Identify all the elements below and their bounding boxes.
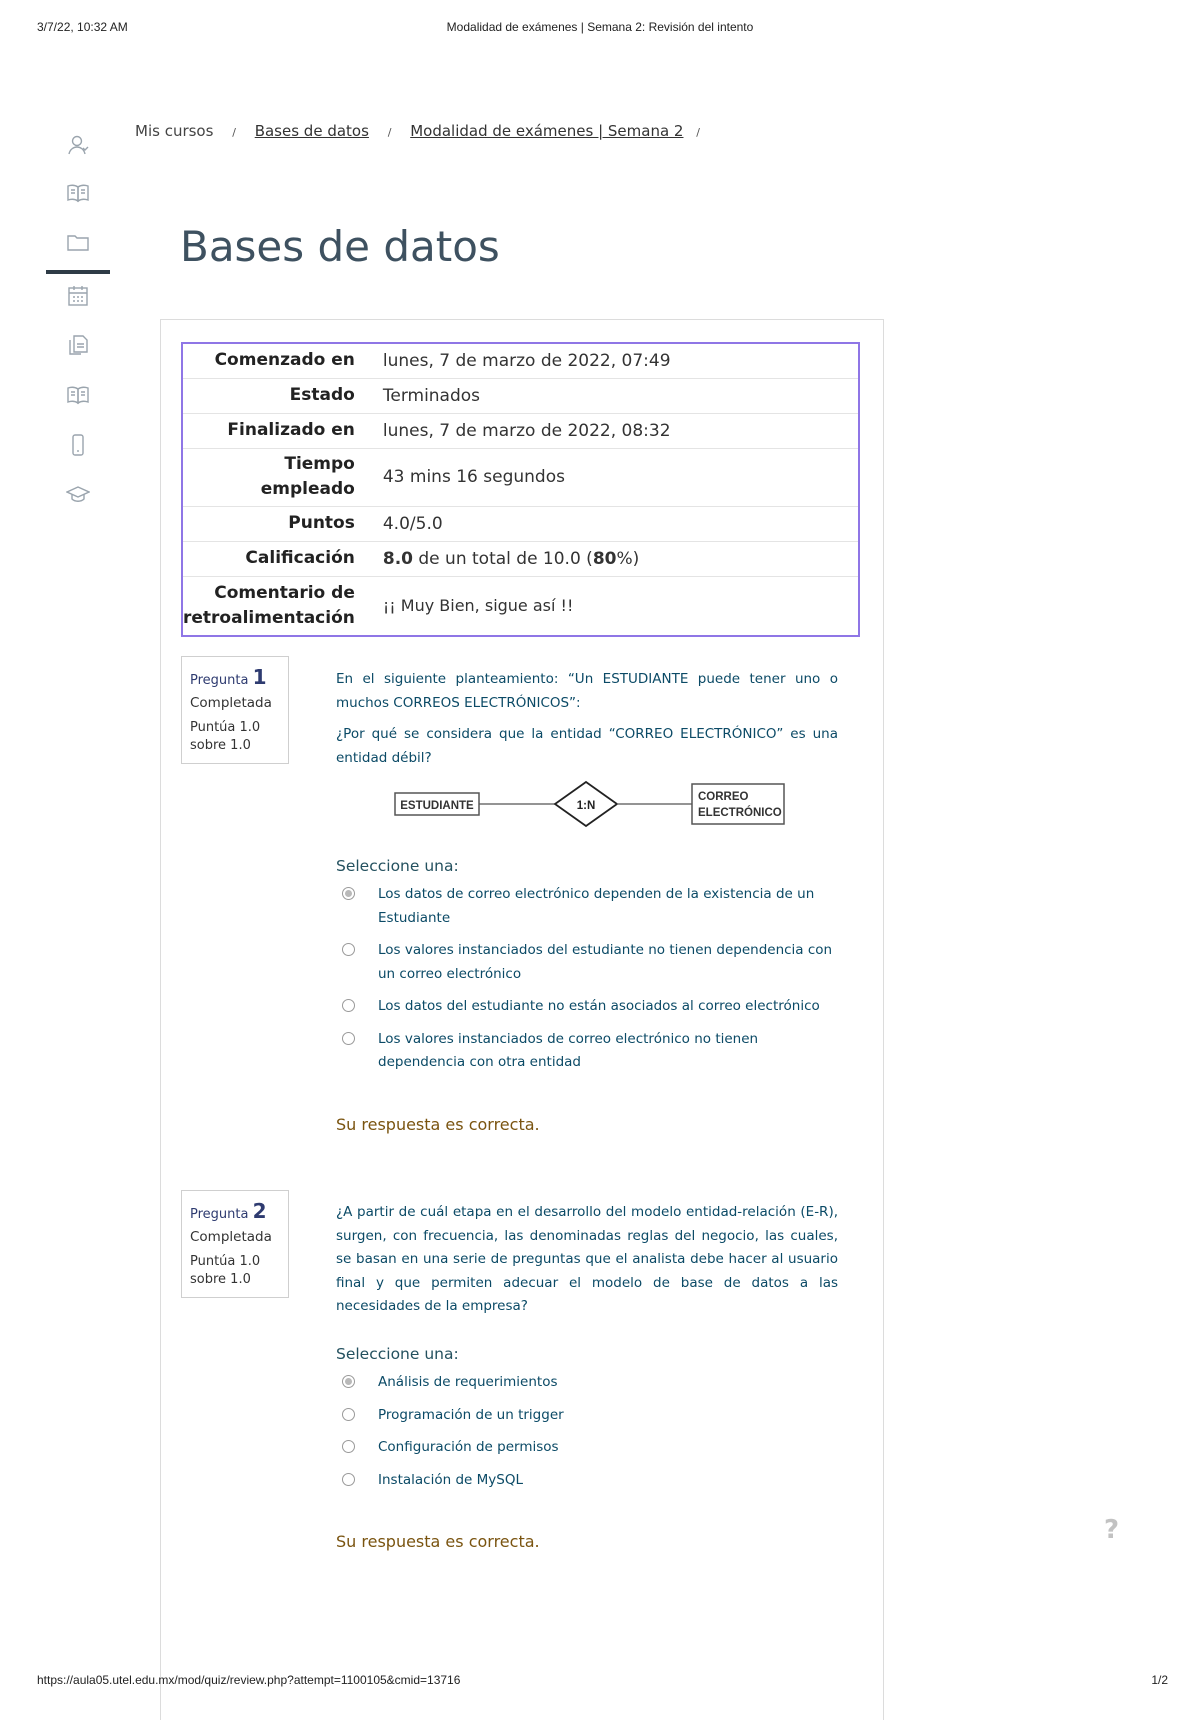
folder-icon[interactable] [46,222,110,262]
question-grade-line: sobre 1.0 [190,738,251,753]
answer-option-text: Instalación de MySQL [378,1471,523,1488]
answer-option-text: Configuración de permisos [378,1439,559,1455]
answer-option-text: Programación de un trigger [378,1406,564,1423]
sidebar-active-indicator [46,270,110,274]
summary-label: Estado [182,378,367,413]
answer-option-text: Análisis de requerimientos [378,1374,558,1390]
question-grade-line: sobre 1.0 [190,1272,251,1287]
summary-value [367,541,859,576]
er-entity-a-label: ESTUDIANTE [400,800,474,812]
select-one-label: Seleccione una: [336,1345,459,1363]
summary-value: 43 mins 16 segundos [367,448,859,506]
book-icon[interactable] [46,173,110,213]
question-number-value: 1 [252,665,267,689]
breadcrumb-item-mis-cursos[interactable]: Mis cursos [135,122,214,140]
answer-option[interactable] [340,995,840,1019]
print-datetime: 3/7/22, 10:32 AM [37,20,128,34]
page-title: Bases de datos [180,222,500,271]
answer-option[interactable] [340,1436,840,1460]
er-entity-b-label-1: CORREO [698,791,749,803]
answer-option[interactable] [340,1404,840,1428]
breadcrumb-item-quiz[interactable]: Modalidad de exámenes | Semana 2 [410,122,684,140]
summary-row-feedback [182,576,859,636]
summary-value: lunes, 7 de marzo de 2022, 08:32 [367,413,859,448]
answer-options [340,1371,840,1501]
summary-row-state [182,378,859,413]
summary-label: Comenzado en [182,343,367,378]
question-grade [190,719,288,755]
calendar-icon[interactable] [46,276,110,316]
answer-options [340,883,840,1084]
breadcrumb-separator: / [387,126,392,139]
answer-option[interactable] [340,939,840,986]
question-text [336,668,838,778]
summary-row-time [182,448,859,506]
radio-button[interactable] [342,943,355,956]
summary-value: lunes, 7 de marzo de 2022, 07:49 [367,343,859,378]
breadcrumb-separator: / [232,126,236,139]
summary-value: Terminados [367,378,859,413]
summary-row-finished [182,413,859,448]
summary-row-points [182,506,859,541]
print-page-title: Modalidad de exámenes | Semana 2: Revisión del intento [446,20,754,34]
question-number [190,665,288,689]
attempt-summary-table [181,342,860,637]
er-entity-b-label-2: ELECTRÓNICO [698,807,782,819]
question-number [190,1199,288,1223]
question-state: Completada [190,1229,272,1245]
question-grade-line: Puntúa 1.0 [190,720,261,735]
print-url: https://aula05.utel.edu.mx/mod/quiz/review.php?attempt=1100105&cmid=13716 [37,1673,461,1687]
summary-label-line: Tiempo [284,454,355,474]
answer-option[interactable] [340,883,840,930]
radio-selected[interactable] [342,887,355,900]
mobile-icon[interactable] [46,425,110,465]
summary-label [182,448,367,506]
files-icon[interactable] [46,325,110,365]
question-paragraph: En el siguiente planteamiento: “Un ESTUDIANTE puede tener uno o muchos CORREOS ELECTRÓNICOS”: [336,671,838,711]
er-diagram [392,778,792,830]
breadcrumb-item-course[interactable]: Bases de datos [254,122,369,140]
print-footer [0,1673,1200,1689]
question-info-box [181,1190,289,1298]
question-grade [190,1253,288,1289]
radio-button[interactable] [342,1440,355,1453]
summary-label-line: retroalimentación [183,607,355,628]
question-number-value: 2 [252,1199,267,1223]
graduation-cap-icon[interactable] [46,475,110,515]
answer-option[interactable] [340,1469,840,1493]
answer-option[interactable] [340,1028,840,1075]
grade-percent: 80 [592,548,617,569]
question-state: Completada [190,695,272,711]
summary-label: Finalizado en [182,413,367,448]
summary-value: ¡¡ Muy Bien, sigue así !! [382,596,574,616]
grade-middle: de un total de 10.0 ( [418,548,593,569]
grade-score: 8.0 [382,548,413,569]
summary-row-started [182,343,859,378]
answer-feedback: Su respuesta es correcta. [336,1115,540,1134]
answer-option-text: Los datos de correo electrónico dependen de la existencia de un Estudiante [378,886,815,926]
question-label: Pregunta [190,673,249,688]
grade-end: %) [616,548,640,569]
breadcrumb-separator: / [696,126,700,139]
summary-label: Calificación [182,541,367,576]
question-paragraph: ¿Por qué se considera que la entidad “CORREO ELECTRÓNICO” es una entidad débil? [336,726,838,766]
question-grade-line: Puntúa 1.0 [190,1254,261,1269]
er-relation-label: 1:N [576,800,596,812]
radio-button[interactable] [342,999,355,1012]
answer-feedback: Su respuesta es correcta. [336,1532,540,1551]
help-icon[interactable]: ? [1104,1515,1120,1545]
summary-label: Puntos [182,506,367,541]
book-icon[interactable] [46,375,110,415]
summary-label-line: empleado [260,479,355,499]
radio-button[interactable] [342,1032,355,1045]
print-page-number: 1/2 [1151,1673,1168,1687]
question-text [336,1201,838,1327]
select-one-label: Seleccione una: [336,857,459,875]
answer-option-text: Los valores instanciados del estudiante no tienen dependencia con un correo electrónico [378,942,833,982]
question-info-box [181,656,289,764]
summary-row-grade [182,541,859,576]
answer-option-text: Los datos del estudiante no están asociados al correo electrónico [378,998,820,1014]
answer-option[interactable] [340,1371,840,1395]
radio-button[interactable] [342,1408,355,1421]
user-icon[interactable] [46,125,110,165]
summary-value: 4.0/5.0 [367,506,859,541]
radio-button[interactable] [342,1473,355,1486]
answer-option-text: Los valores instanciados de correo electrónico no tienen dependencia con otra entidad [378,1030,759,1070]
question-label: Pregunta [190,1207,249,1222]
breadcrumb [135,122,714,140]
question-paragraph: ¿A partir de cuál etapa en el desarrollo del modelo entidad-relación (E-R), surgen, con frecuencia, las denominadas reglas del negocio, las cuales, se basan en una serie de preguntas que el analista debe hacer al usuario final y que permiten adecuar el modelo de base de datos a las necesidades de la empresa? [336,1204,838,1314]
summary-label-line: Comentario de [214,582,355,603]
radio-selected[interactable] [342,1375,355,1388]
print-header [0,20,1200,36]
summary-label [182,576,367,636]
